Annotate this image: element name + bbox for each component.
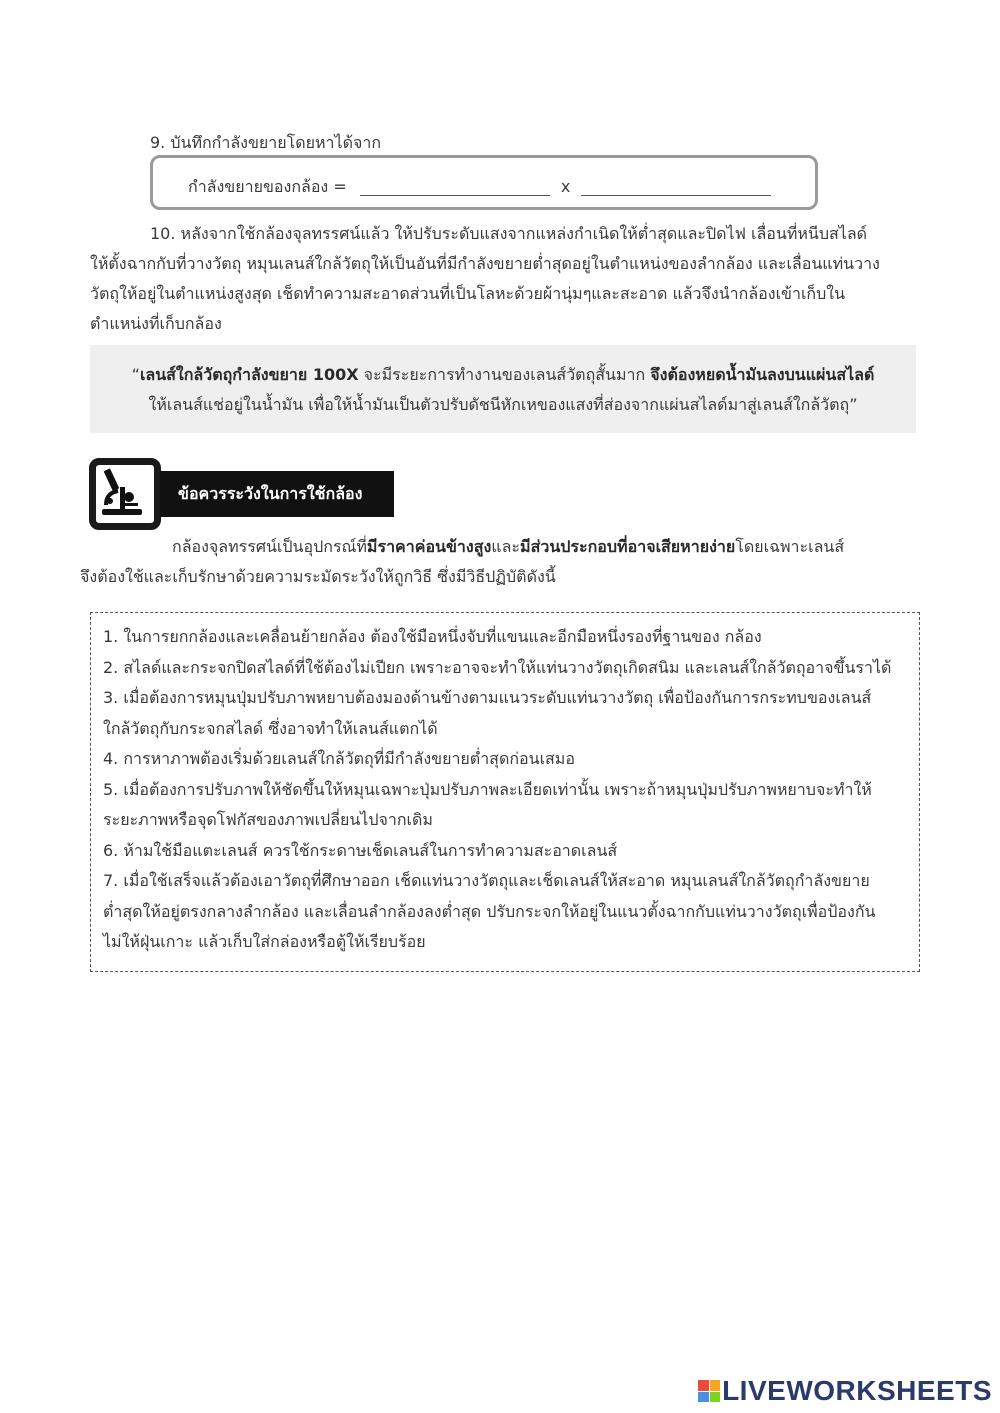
note-line-1: [90, 361, 916, 389]
rules-list: [103, 622, 913, 958]
microscope-icon: [96, 465, 154, 523]
list-item: 1. ในการยกกล้องและเคลื่อนย้ายกล้อง ต้องใช้มือหนึ่งจับที่แขนและอีกมือหนึ่งรองที่ฐานของ กล้อง: [103, 627, 762, 646]
list-item: ใกล้วัตถุกับกระจกสไลด์ ซึ่งอาจทำให้เลนส์แตกได้: [103, 718, 438, 738]
logo-text: LIVEWORKSHEETS: [722, 1375, 992, 1406]
caution-line-2: จึงต้องใช้และเก็บรักษาด้วยความระมัดระวังให้ถูกวิธี ซึ่งมีวิธีปฏิบัติดังนี้: [80, 567, 556, 586]
magnification-formula: [188, 172, 771, 202]
step-10-paragraph: [90, 219, 910, 339]
oil-immersion-note: [90, 345, 916, 433]
caution-text-c: และ: [491, 537, 521, 556]
microscope-icon-frame: [89, 458, 161, 530]
objective-blank-input[interactable]: [360, 177, 550, 196]
liveworksheets-logo[interactable]: [698, 1375, 992, 1407]
times-sign: x: [560, 177, 571, 196]
step-10-line: ให้ตั้งฉากกับที่วางวัตถุ หมุนเลนส์ใกล้วัตถุให้เป็นอันที่มีกำลังขยายต่ำสุดอยู่ในตำแหน่งของลำกล้อง และเลื่อนแท่นวาง: [90, 254, 880, 273]
caution-bold-price: มีราคาค่อนข้างสูง: [366, 537, 492, 556]
step-10-line: 10. หลังจากใช้กล้องจุลทรรศน์แล้ว ให้ปรับระดับแสงจากแหล่งกำเนิดให้ต่ำสุดและปิดไฟ เลื่อนที่หนีบสไลด์: [150, 224, 868, 243]
list-item: ต่ำสุดให้อยู่ตรงกลางลำกล้อง และเลื่อนลำกล้องลงต่ำสุด ปรับกระจกให้อยู่ในแนวตั้งฉากกับแท่นวางวัตถุเพื่อป้องกัน: [103, 901, 876, 921]
list-item: ไม่ให้ฝุ่นเกาะ แล้วเก็บใส่กล่องหรือตู้ให้เรียบร้อย: [103, 932, 426, 951]
step-10-line: วัตถุให้อยู่ในตำแหน่งสูงสุด เช็ดทำความสะอาดส่วนที่เป็นโลหะด้วยผ้านุ่มๆและสะอาด แล้วจึงนำกล้องเข้าเก็บใน: [90, 284, 846, 303]
list-item: 5. เมื่อต้องการปรับภาพให้ชัดขึ้นให้หมุนเฉพาะปุ่มปรับภาพละเอียดเท่านั้น เพราะถ้าหมุนปุ่มปรับภาพหยาบจะทำให้: [103, 779, 872, 799]
caution-text-a: กล้องจุลทรรศน์เป็นอุปกรณ์ที่: [172, 537, 367, 556]
list-item: 3. เมื่อต้องการหมุนปุ่มปรับภาพหยาบต้องมองด้านข้างตามแนวระดับแท่นวางวัตถุ เพื่อป้องกันการกระทบของเลนส์: [103, 688, 872, 707]
caution-line-1: [80, 532, 900, 562]
list-item: 2. สไลด์และกระจกปิดสไลด์ที่ใช้ต้องไม่เปียก เพราะอาจจะทำให้แท่นวางวัตถุเกิดสนิม และเลนส์ใกล้วัตถุอาจขึ้นราได้: [103, 657, 892, 677]
list-item: 4. การหาภาพต้องเริ่มด้วยเลนส์ใกล้วัตถุที่มีกำลังขยายต่ำสุดก่อนเสมอ: [103, 749, 575, 768]
section-title: ข้อควรระวังในการใช้กล้อง: [160, 471, 394, 517]
note-line-2: ให้เลนส์แช่อยู่ในน้ำมัน เพื่อให้น้ำมันเป็นตัวปรับดัชนีหักเหของแสงที่ส่องจากแผ่นสไลด์มาสู่เลนส์ใกล้วัตถุ”: [148, 395, 858, 414]
caution-text-e: โดยเฉพาะเลนส์: [735, 537, 845, 556]
formula-label: กำลังขยายของกล้อง =: [188, 177, 347, 196]
list-item: 6. ห้ามใช้มือแตะเลนส์ ควรใช้กระดาษเช็ดเลนส์ในการทำความสะอาดเลนส์: [103, 840, 618, 860]
eyepiece-blank-input[interactable]: [581, 177, 771, 196]
open-quote: “: [131, 365, 140, 384]
note-bold-100x: เลนส์ใกล้วัตถุกำลังขยาย 100X: [139, 365, 359, 384]
caution-bold-fragile: มีส่วนประกอบที่อาจเสียหายง่าย: [520, 537, 736, 556]
note-bold-oil: จึงต้องหยดน้ำมันลงบนแผ่นสไลด์: [650, 365, 875, 384]
question-9-label: 9. บันทึกกำลังขยายโดยหาได้จาก: [150, 133, 382, 152]
logo-icon: [698, 1380, 720, 1402]
list-item: ระยะภาพหรือจุดโฟกัสของภาพเปลี่ยนไปจากเดิม: [103, 810, 433, 829]
note-mid-text: จะมีระยะการทำงานของเลนส์วัตถุสั้นมาก: [358, 365, 651, 384]
caution-intro: [80, 532, 900, 592]
step-10-line: ตำแหน่งที่เก็บกล้อง: [90, 314, 222, 333]
list-item: 7. เมื่อใช้เสร็จแล้วต้องเอาวัตถุที่ศึกษาออก เช็ดแท่นวางวัตถุและเช็ดเลนส์ให้สะอาด หมุนเลนส์ใกล้วัตถุกำลังขยาย: [103, 871, 870, 890]
